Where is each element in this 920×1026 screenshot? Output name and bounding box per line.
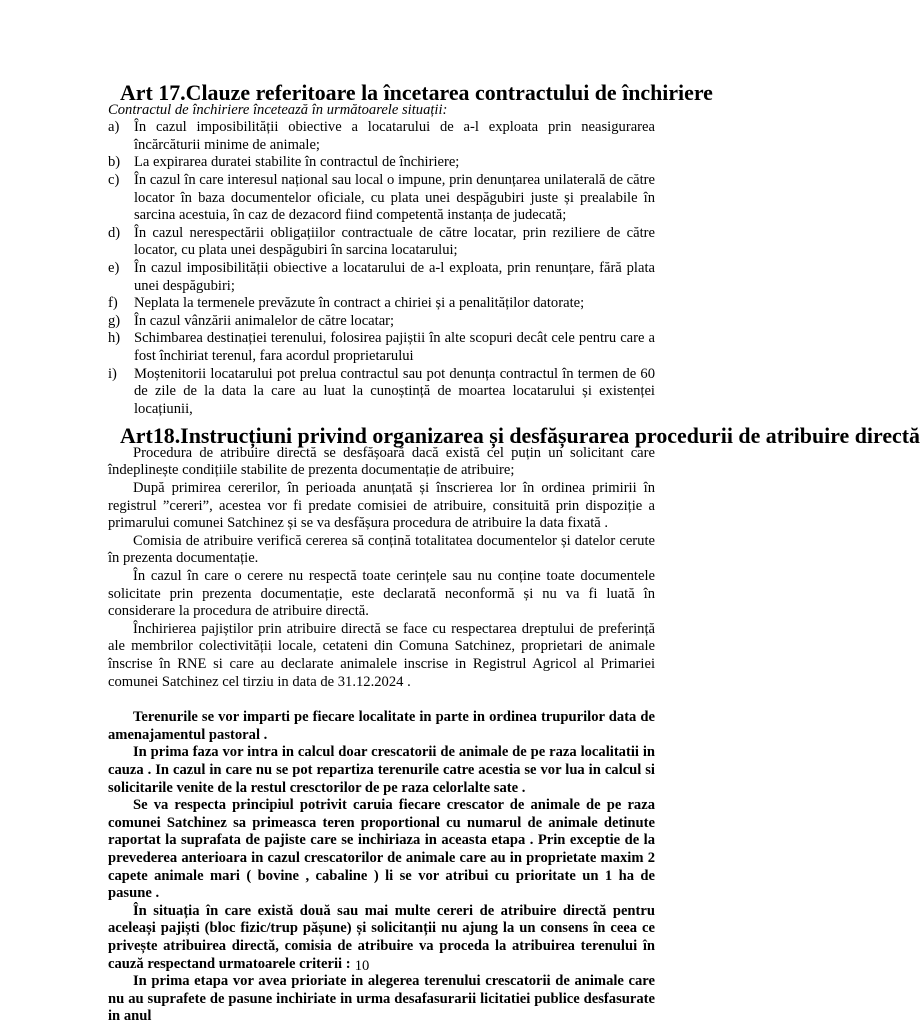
list-item-text: În cazul vânzării animalelor de către locatar; <box>134 312 395 329</box>
art17-list <box>108 119 655 418</box>
list-item-text: În cazul nerespectării obligațiilor contractuale de către locatar, prin reziliere de către locator, cu plata unei despăgubiri în sarcina locatarului; <box>134 224 655 259</box>
art18-paragraph: În cazul în care o cerere nu respectă toate cerințele sau nu conține toate documentele solicitate prin prezenta documentație, este declarată neconformă și nu va fi luată în considerare la procedura de atribuire directă. <box>108 568 655 620</box>
art18-paragraph: Închirierea pajiștilor prin atribuire directă se face cu respectarea dreptului de preferință ale membrilor colectivității locale, cetateni din Comuna Satchinez, proprietari de animale înscrise în RNE si care au declarate animalele inscrise in Registrul Agricol al Primariei comunei Satchinez cel tirziu in data de 31.12.2024 . <box>108 620 655 690</box>
bold-paragraph: În situația în care există două sau mai multe cereri de atribuire directă pentru aceleași pajiști (bloc fizic/trup pășune) și solicitanții nu ajung la un consens în ceea ce privește atribuirea directă, comisia de atribuire va proceda la atribuirea terenului în cauză respectand urmatoarele criterii : <box>108 902 655 972</box>
list-marker: a) <box>108 119 120 136</box>
list-item <box>108 313 655 331</box>
art18-paragraph: După primirea cererilor, în perioada anunțată și înscrierea lor în ordinea primirii în registrul ”cereri”, acestea vor fi predate comisiei de atribuire, consituită prin dispoziție a primarului comunei Satchinez și se va desfășura procedura de atribuire la data fixată . <box>108 480 655 532</box>
list-item <box>108 225 655 260</box>
list-marker: d) <box>108 224 121 241</box>
list-item-text: Schimbarea destinației terenului, folosirea pajiștii în alte scopuri decât cele pentru care a fost închiriat terenul, fara acordul proprietarului <box>134 330 655 364</box>
list-item-text: În cazul în care interesul național sau local o impune, prin denunțarea unilaterală de către locator în baza documentelor oficiale, cu plata unei despăgubiri juste și prealabile în sarcina acestuia, în caz de dezacord fiind competentă instanța de judecată; <box>134 171 655 224</box>
list-item <box>108 154 655 172</box>
bold-paragraph: Terenurile se vor imparti pe fiecare localitate in parte in ordinea trupurilor data de amenajamentul pastoral . <box>108 709 655 743</box>
art18-paragraph: Procedura de atribuire directă se desfășoară dacă există cel puțin un solicitant care îndeplinește condițiile stabilite de prezenta documentație de atribuire; <box>108 444 655 479</box>
art18-heading: Art18.Instrucțiuni privind organizarea și desfășurarea procedurii de atribuire directă <box>120 423 920 449</box>
list-marker: c) <box>108 171 120 188</box>
list-item-text: În cazul imposibilității obiective a locatarului de a-l exploata prin neasigurarea încărcăturii minime de animale; <box>134 119 655 153</box>
bold-paragraph: In prima faza vor intra in calcul doar crescatorii de animale de pe raza localitatii in cauza . In cazul in care nu se pot repartiza terenurile catre acestia se vor lua in calcul si solicitarile venite de la restul cresctorilor de pe raza celorlalte sate . <box>108 744 655 796</box>
list-marker: f) <box>108 295 118 312</box>
art18-paragraph: Comisia de atribuire verifică cererea să conțină totalitatea documentelor și datelor cerute în prezenta documentație. <box>108 532 655 567</box>
list-marker: g) <box>108 312 121 329</box>
list-item <box>108 366 655 419</box>
bold-section <box>108 709 655 1026</box>
list-item <box>108 295 655 313</box>
list-item-text: Moștenitorii locatarului pot prelua contractul sau pot denunța contractul în termen de 60 de zile de la data la care au luat la cunoștință de moartea locatarului și existenței locațiunii, <box>134 365 655 417</box>
list-item-text: La expirarea duratei stabilite în contractul de închiriere; <box>134 154 460 171</box>
list-marker: h) <box>108 330 121 347</box>
list-item <box>108 119 655 154</box>
list-marker: i) <box>108 365 117 382</box>
list-item <box>108 260 655 295</box>
document-page <box>108 80 920 1026</box>
art17-heading: Art 17.Clauze referitoare la încetarea contractului de închiriere <box>120 80 713 105</box>
list-item-text: În cazul imposibilității obiective a locatarului de a-l exploata, prin renunțare, fără plata unei despăgubiri; <box>134 259 655 294</box>
page-number: 10 <box>354 958 370 974</box>
list-marker: b) <box>108 154 121 171</box>
bold-paragraph: In prima etapa vor avea prioriate in alegerea terenului crescatorii de animale care nu au suprafete de pasune inchiriate in urma desafasurarii licitatiei publice desfasurate in anul <box>108 973 655 1025</box>
bold-paragraph: Se va respecta principiul potrivit caruia fiecare crescator de animale de pe raza comunei Satchinez sa primeasca teren proportional cu numarul de animale detinute raportat la suprafata de pajiste care se inchiriaza in aceasta etapa . Prin exceptie de la prevederea anterioara in cazul crescatorilor de animale care au in proprietate maxim 2 capete animale mari ( bovine , cabaline ) li se vor atribui cu prioritate un 1 ha de pasune . <box>108 797 655 902</box>
list-marker: e) <box>108 259 120 276</box>
list-item <box>108 330 655 365</box>
list-item <box>108 172 655 225</box>
art17-lead: Contractul de închiriere încetează în următoarele situații: <box>108 101 448 118</box>
list-item-text: Neplata la termenele prevăzute în contract a chiriei și a penalităților datorate; <box>134 295 585 312</box>
